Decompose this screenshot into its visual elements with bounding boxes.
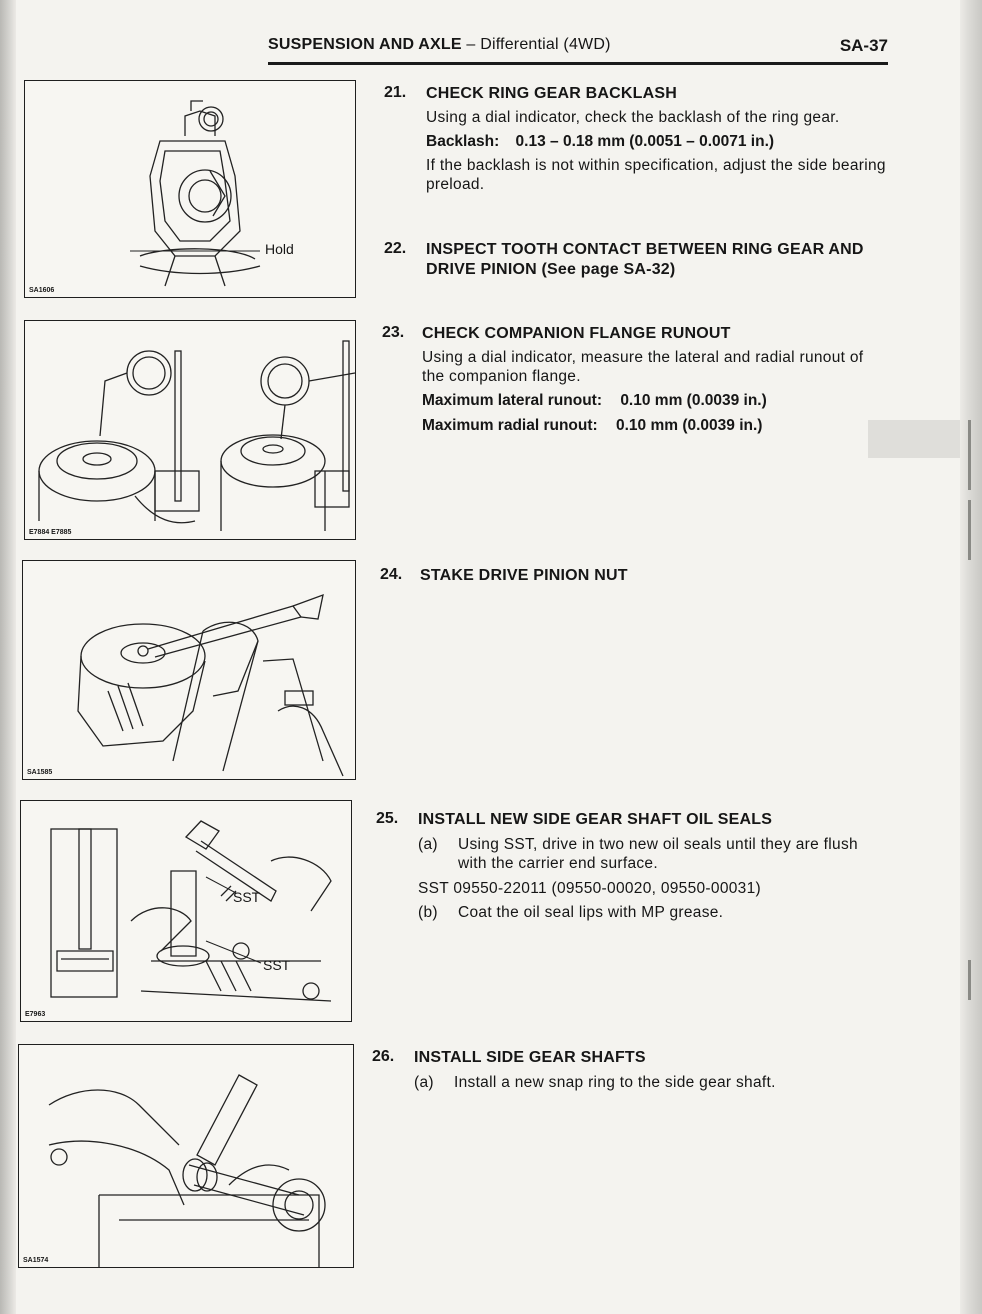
substep-letter: (a) — [414, 1074, 434, 1091]
sst-label-upper: SST — [233, 889, 261, 905]
spec-value: 0.10 mm (0.0039 in.) — [620, 392, 767, 409]
spec-label: Maximum lateral runout: — [422, 392, 602, 409]
hold-label: Hold — [265, 241, 294, 257]
runout-illustration — [25, 321, 355, 539]
snap-ring-illustration — [19, 1045, 353, 1267]
backlash-illustration — [25, 81, 355, 297]
step-number: 22. — [384, 240, 407, 257]
substep-b — [418, 903, 886, 922]
spec-value: 0.10 mm (0.0039 in.) — [616, 417, 763, 434]
step-note: If the backlash is not within specification, adjust the side bearing preload. — [426, 157, 886, 193]
figure-flange-runout — [24, 320, 356, 540]
step-title: INSTALL NEW SIDE GEAR SHAFT OIL SEALS — [418, 811, 773, 828]
step-text: Using a dial indicator, measure the lateral and radial runout of the companion flange. — [422, 349, 864, 385]
step-title: STAKE DRIVE PINION NUT — [420, 567, 628, 584]
substep-letter: (b) — [418, 904, 438, 921]
figure-stake-nut — [22, 560, 356, 780]
substep-a — [414, 1073, 886, 1092]
step-number: 21. — [384, 84, 407, 101]
step-title: INSPECT TOOTH CONTACT BETWEEN RING GEAR AND DRIVE PINION (See page SA-32) — [426, 241, 864, 278]
step-number: 24. — [380, 566, 403, 583]
figure-code: SA1574 — [23, 1257, 49, 1264]
substep-a — [418, 835, 886, 873]
radial-runout-spec — [422, 416, 888, 436]
step-number: 26. — [372, 1048, 395, 1065]
substep-text: Install a new snap ring to the side gear shaft. — [454, 1074, 776, 1091]
header-section: SUSPENSION AND AXLE — [268, 36, 462, 53]
substep-text: Coat the oil seal lips with MP grease. — [458, 904, 724, 921]
page-header — [268, 32, 888, 65]
substep-text: Using SST, drive in two new oil seals until they are flush with the carrier end surface. — [458, 836, 858, 872]
figure-code: SA1606 — [29, 287, 55, 294]
oil-seal-illustration — [21, 801, 351, 1021]
spec-label: Backlash: — [426, 133, 500, 150]
scan-shadow-left — [0, 0, 16, 1314]
spec-value: 0.13 – 0.18 mm (0.0051 – 0.0071 in.) — [515, 133, 775, 150]
step-number: 25. — [376, 810, 399, 827]
substep-letter: (a) — [418, 836, 438, 853]
step-number: 23. — [382, 324, 405, 341]
figure-ring-gear-backlash — [24, 80, 356, 298]
spec-label: Maximum radial runout: — [422, 417, 598, 434]
lateral-runout-spec — [422, 391, 888, 411]
header-separator: – — [466, 36, 476, 53]
figure-code: E7963 — [25, 1011, 46, 1018]
step-text: Using a dial indicator, check the backlash of the ring gear. — [426, 109, 840, 126]
page-number: SA-37 — [839, 36, 888, 55]
figure-code: SA1585 — [27, 769, 53, 776]
scan-shadow-right — [960, 0, 982, 1314]
figure-side-gear-shaft — [18, 1044, 354, 1268]
step-title: INSTALL SIDE GEAR SHAFTS — [414, 1049, 646, 1066]
sst-number: SST 09550-22011 (09550-00020, 09550-00031) — [418, 880, 761, 897]
figure-code: E7884 E7885 — [29, 529, 72, 536]
step-title: CHECK RING GEAR BACKLASH — [426, 85, 678, 102]
header-subsection: Differential (4WD) — [480, 36, 611, 53]
step-title: CHECK COMPANION FLANGE RUNOUT — [422, 325, 731, 342]
backlash-spec — [426, 132, 888, 152]
header-title — [268, 36, 611, 54]
figure-oil-seals — [20, 800, 352, 1022]
sst-label-lower: SST — [263, 957, 291, 973]
stake-illustration — [23, 561, 355, 779]
